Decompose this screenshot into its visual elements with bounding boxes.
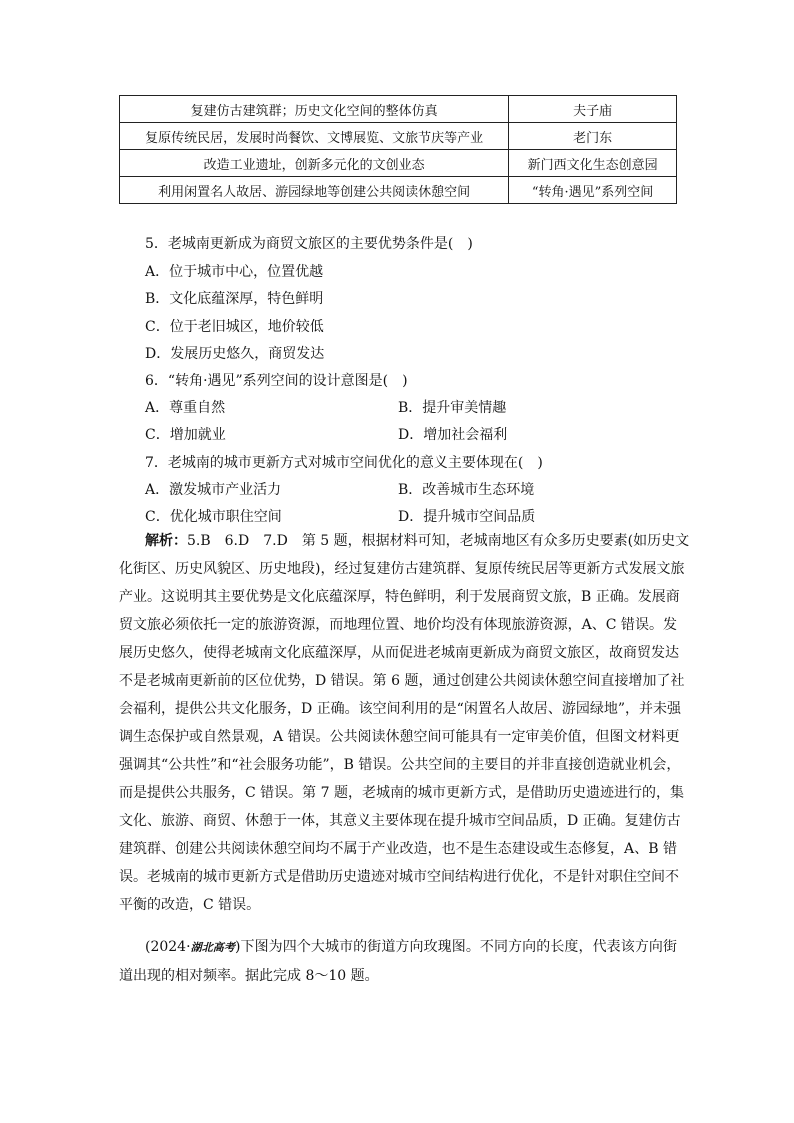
analysis-line: 化街区、历史风貌区、历史地段)，经过复建仿古建筑群、复原传统民居等更新方式发展文旅 [119, 561, 685, 577]
question-5-option-d: D．发展历史悠久，商贸发达 [145, 346, 325, 362]
table-cell-method: 复建仿古建筑群；历史文化空间的整体仿真 [120, 96, 509, 123]
analysis-line: 不是老城南更新前的区位优势，D 错误。第 6 题，通过创建公共阅读休憩空间直接增加了社 [119, 673, 685, 689]
question-6-option-d: D．增加社会福利 [398, 427, 508, 443]
analysis-line: 误。老城南的城市更新方式是借助历史遗迹对城市空间结构进行优化，不是针对职住空间不 [119, 869, 679, 885]
analysis-line: 产业。这说明其主要优势是文化底蕴深厚，特色鲜明，利于发展商贸文旅，B 正确。发展商 [119, 589, 680, 605]
analysis-answers: 5.B 6.D 7.D [187, 533, 288, 549]
question-7-option-c: C．优化城市职住空间 [145, 509, 282, 525]
table-cell-method: 复原传统民居，发展时尚餐饮、文博展览、文旅节庆等产业 [120, 123, 509, 150]
table-cell-place: 夫子庙 [509, 96, 677, 123]
question-5-option-c: C．位于老旧城区，地价较低 [145, 319, 324, 335]
intro-line-first [119, 933, 677, 962]
analysis-line: 文化、旅游、商贸、休憩于一体，其意义主要体现在提升城市空间品质，D 正确。复建仿古 [119, 813, 681, 829]
table-cell-method: 利用闲置名人故居、游园绿地等创建公共阅读休憩空间 [120, 177, 509, 204]
source-name: 湖北高考 [190, 941, 235, 954]
analysis-line: 强调其“公共性”和“社会服务功能”，B 错误。公共空间的主要目的并非直接创造就业机会， [119, 757, 681, 773]
question-6-stem: 6．“转角·遇见”系列空间的设计意图是( ) [145, 373, 408, 389]
question-5-option-b: B．文化底蕴深厚，特色鲜明 [145, 291, 324, 307]
analysis-line: 而是提供公共服务，C 错误。第 7 题，老城南的城市更新方式，是借助历史遗迹进行的，集 [119, 785, 684, 801]
source-prefix: (2024· [145, 939, 191, 955]
intro-block [119, 933, 677, 990]
analysis-line: 会福利，提供公共文化服务，D 正确。该空间利用的是“闲置名人故居、游园绿地”，并未强 [119, 701, 681, 717]
analysis-label: 解析： [145, 533, 187, 549]
table-cell-place: 老门东 [509, 123, 677, 150]
table-cell-place: 新门西文化生态创意园 [509, 150, 677, 177]
question-5-option-a: A．位于城市中心，位置优越 [145, 264, 324, 280]
question-6-option-b: B．提升审美情趣 [398, 400, 507, 416]
analysis-line: 贸文旅必须依托一定的旅游资源，而地理位置、地价均没有体现旅游资源，A、C 错误。发 [119, 617, 677, 633]
table-row [120, 96, 677, 123]
analysis-line: 平衡的改造，C 错误。 [119, 897, 261, 913]
intro-line: 道出现的相对频率。据此完成 8～10 题。 [119, 968, 379, 984]
analysis-line: 建筑群、创建公共阅读休憩空间均不属于产业改造，也不是生态建设或生态修复，A、B 错 [119, 841, 677, 857]
table-row [120, 177, 677, 204]
table-cell-method: 改造工业遗址，创新多元化的文创业态 [120, 150, 509, 177]
question-7-stem: 7．老城南的城市更新方式对城市空间优化的意义主要体现在( ) [145, 455, 543, 471]
urban-renewal-table [119, 95, 677, 204]
question-7-option-a: A．激发城市产业活力 [145, 482, 282, 498]
source-suffix: ) [234, 939, 241, 955]
intro-line: 下图为四个大城市的街道方向玫瑰图。不同方向的长度，代表该方向街 [240, 939, 678, 955]
analysis-line: 第 5 题，根据材料可知，老城南地区有众多历史要素(如历史文 [301, 533, 690, 549]
analysis-line: 调生态保护或自然景观，A 错误。公共阅读休憩空间可能具有一定审美价值，但图文材料更 [119, 729, 680, 745]
analysis-line: 展历史悠久，使得老城南文化底蕴深厚，从而促进老城南更新成为商贸文旅区，故商贸发达 [119, 645, 679, 661]
analysis-block [119, 527, 690, 919]
question-5-stem: 5．老城南更新成为商贸文旅区的主要优势条件是( ) [145, 236, 473, 252]
question-7-option-b: B．改善城市生态环境 [398, 482, 535, 498]
table-row [120, 123, 677, 150]
table-cell-place: “转角·遇见”系列空间 [509, 177, 677, 204]
table-row [120, 150, 677, 177]
question-6-option-c: C．增加就业 [145, 427, 226, 443]
question-6-option-a: A．尊重自然 [145, 400, 226, 416]
question-7-option-d: D．提升城市空间品质 [398, 509, 536, 525]
analysis-line-first [119, 527, 690, 555]
